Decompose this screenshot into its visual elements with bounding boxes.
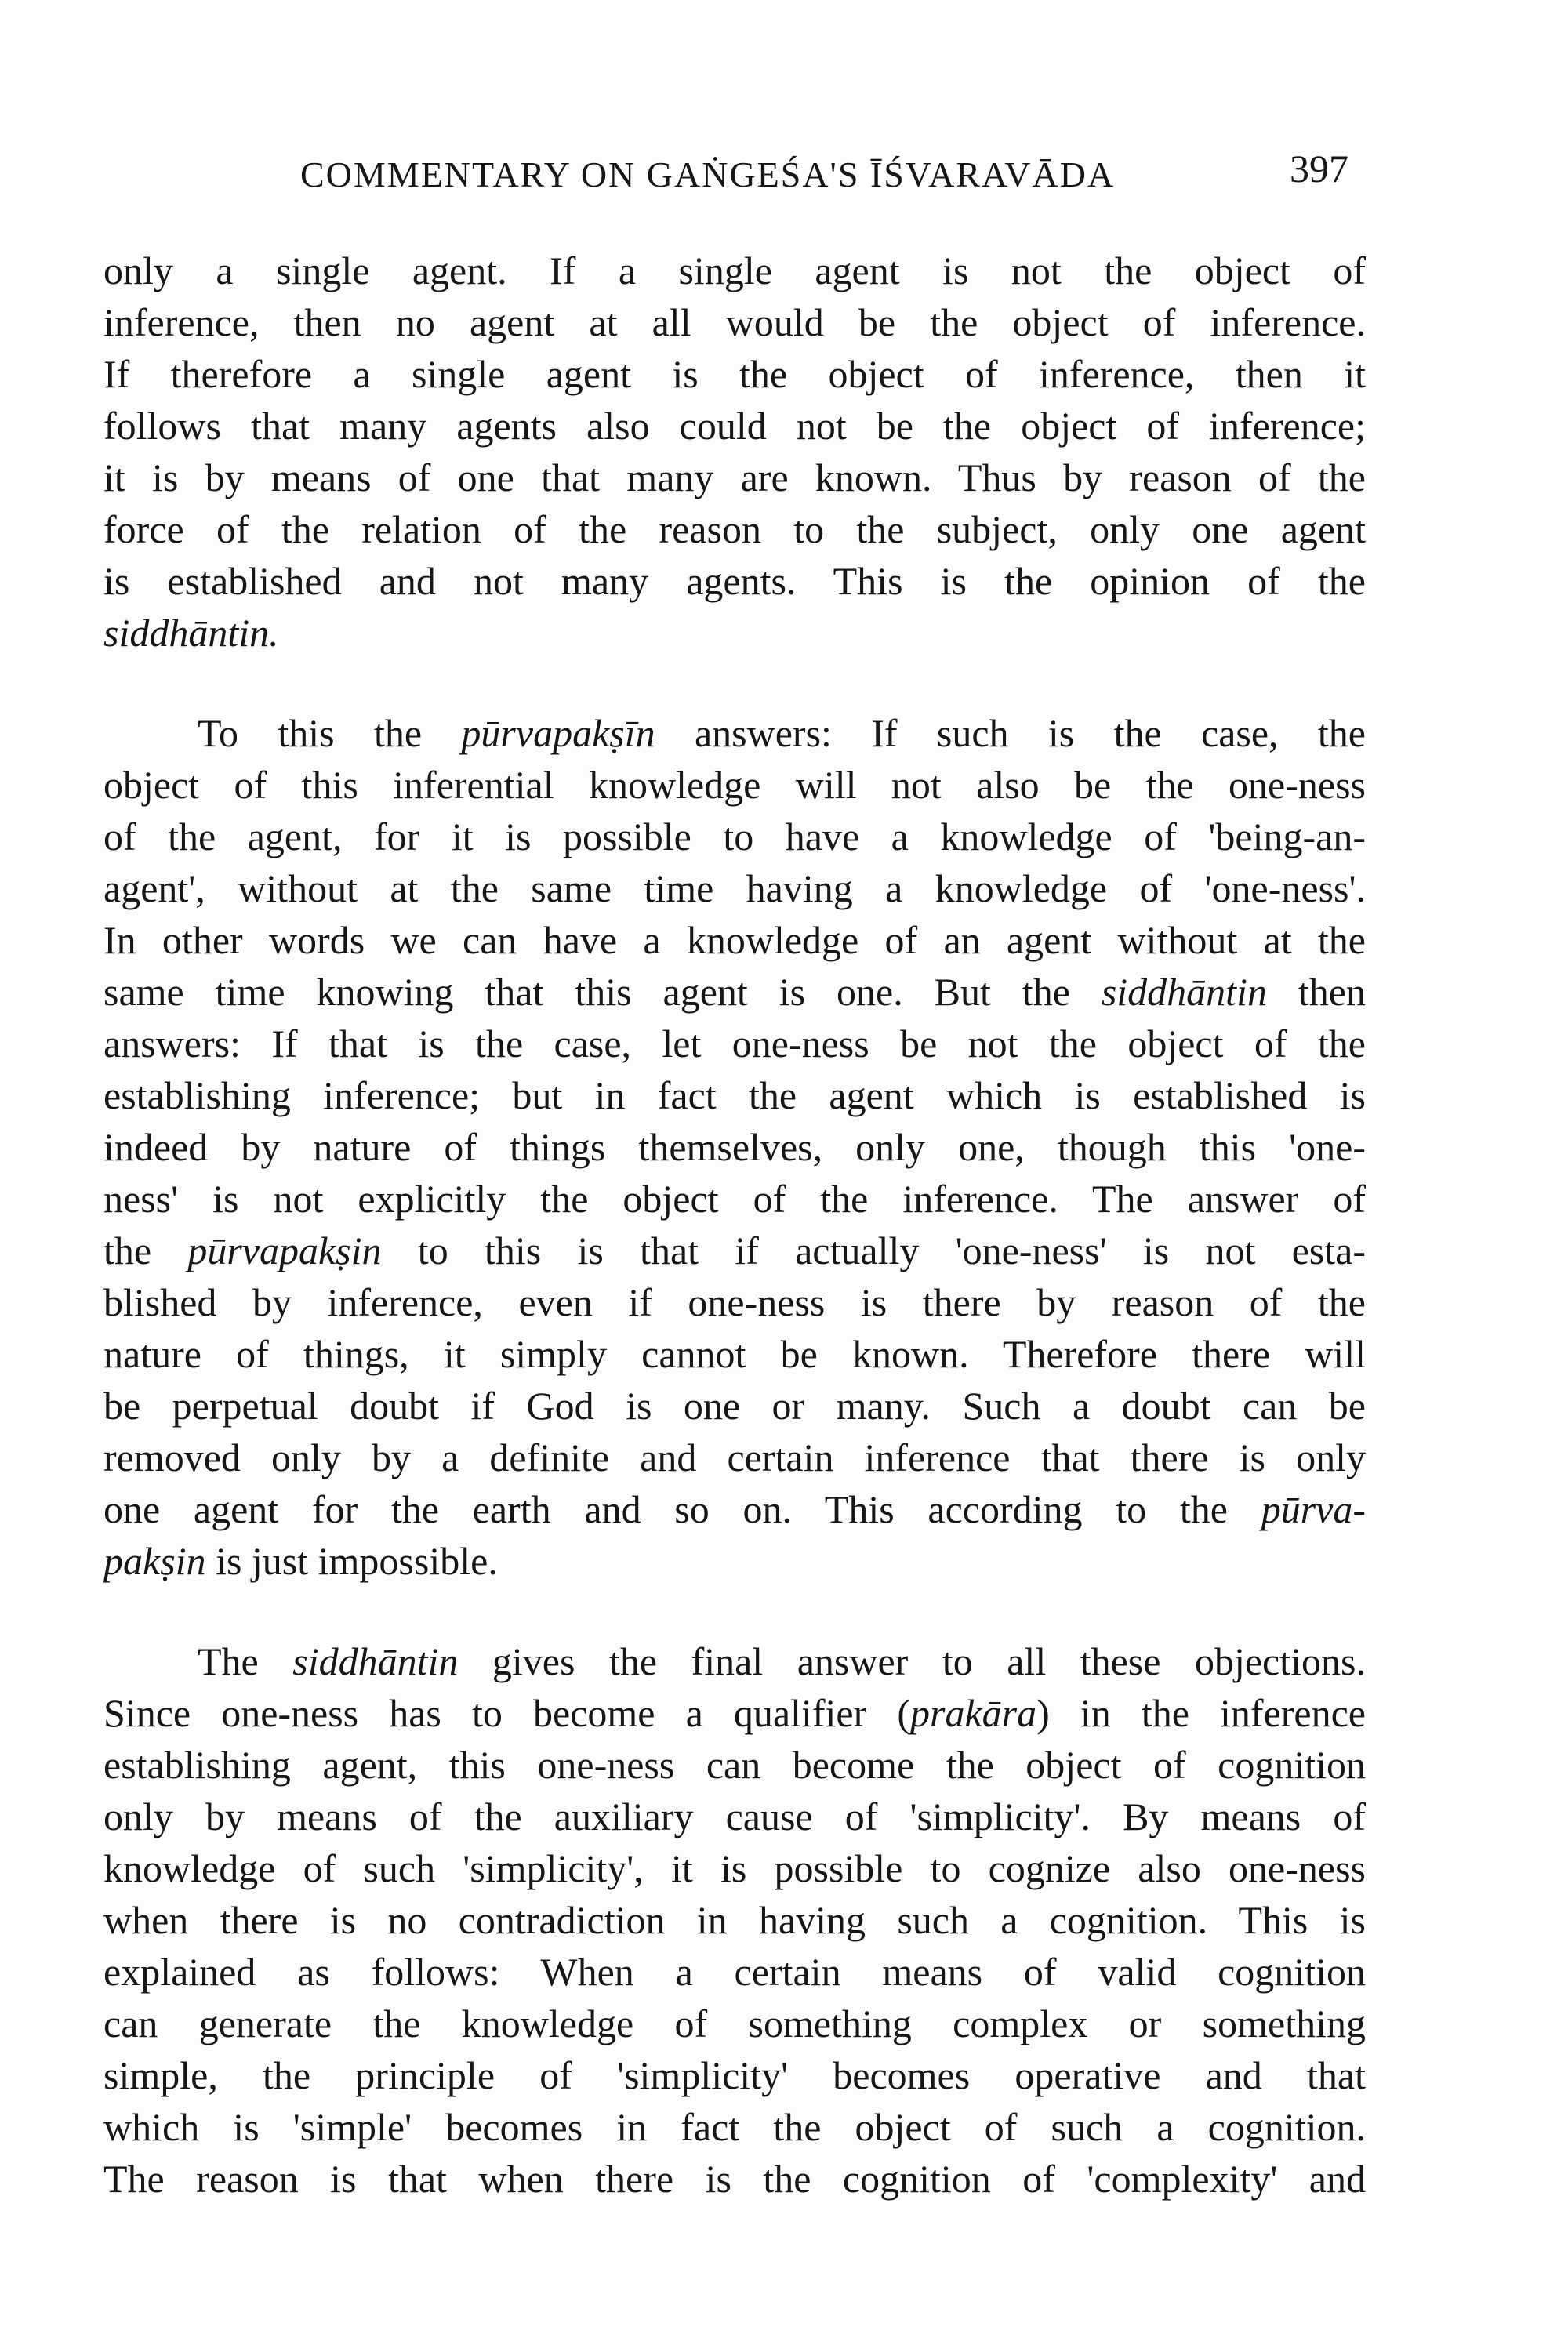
- text-line: ness' is not explicitly the object of the inference. The answer of: [103, 1177, 1366, 1221]
- body-text: [103, 245, 1366, 2205]
- text-line: it is by means of one that many are known. Thus by reason of the: [103, 456, 1366, 499]
- text-line: the pūrvapakṣin to this is that if actually 'one-ness' is not esta-: [103, 1229, 1366, 1272]
- text-line: knowledge of such 'simplicity', it is possible to cognize also one-ness: [103, 1846, 1366, 1890]
- italic-term: pakṣin: [103, 1539, 206, 1583]
- text-line: only a single agent. If a single agent is not the object of: [103, 249, 1366, 292]
- text-line: object of this inferential knowledge will not also be the one-ness: [103, 763, 1366, 807]
- text-line: To this the pūrvapakṣīn answers: If such is the case, the: [198, 711, 1366, 755]
- text-line: [103, 607, 1366, 659]
- paragraph-gap: [103, 1587, 1366, 1635]
- text-line: is established and not many agents. This is the opinion of the: [103, 559, 1366, 603]
- text-line: agent', without at the same time having a knowledge of 'one-ness'.: [103, 866, 1366, 910]
- text-line: force of the relation of the reason to the subject, only one agent: [103, 507, 1366, 551]
- italic-term: pūrva-: [1261, 1487, 1366, 1531]
- italic-term: siddhāntin: [292, 1639, 459, 1683]
- paragraph: [103, 245, 1366, 659]
- text-line: one agent for the earth and so on. This according to the pūrva-: [103, 1487, 1366, 1531]
- paragraph-gap: [103, 659, 1366, 707]
- text-line: inference, then no agent at all would be the object of inference.: [103, 300, 1366, 344]
- text-line: simple, the principle of 'simplicity' becomes operative and that: [103, 2053, 1366, 2097]
- page-number: 397: [1290, 147, 1348, 191]
- text-line: The siddhāntin gives the final answer to all these objections.: [198, 1639, 1366, 1683]
- italic-term: prakāra: [909, 1691, 1037, 1735]
- text-line: If therefore a single agent is the object of inference, then it: [103, 352, 1366, 396]
- paragraph: [103, 707, 1366, 1587]
- italic-term: siddhāntin: [1101, 970, 1267, 1014]
- text-line: Since one-ness has to become a qualifier (prakāra) in the inference: [103, 1691, 1366, 1735]
- running-head: COMMENTARY ON GAṄGEŚA'S ĪŚVARAVĀDA: [300, 154, 1116, 194]
- text-line: when there is no contradiction in having such a cognition. This is: [103, 1898, 1366, 1942]
- text-line: establishing inference; but in fact the agent which is established is: [103, 1073, 1366, 1117]
- text-line: The reason is that when there is the cognition of 'complexity' and: [103, 2157, 1366, 2201]
- text-line: indeed by nature of things themselves, only one, though this 'one-: [103, 1125, 1366, 1169]
- italic-term: pūrvapakṣin: [187, 1229, 382, 1272]
- italic-term: pūrvapakṣīn: [461, 711, 655, 755]
- text-line: same time knowing that this agent is one. But the siddhāntin then: [103, 970, 1366, 1014]
- text-line: be perpetual doubt if God is one or many. Such a doubt can be: [103, 1384, 1366, 1428]
- text-line: can generate the knowledge of something complex or something: [103, 2002, 1366, 2045]
- text-line: pakṣin is just impossible.: [103, 1539, 498, 1583]
- text-line: In other words we can have a knowledge of an agent without at the: [103, 918, 1366, 962]
- paragraph: [103, 1635, 1366, 2205]
- italic-term: siddhāntin.: [103, 611, 279, 655]
- text-line: which is 'simple' becomes in fact the object of such a cognition.: [103, 2105, 1366, 2149]
- text-line: of the agent, for it is possible to have a knowledge of 'being-an-: [103, 815, 1366, 858]
- text-line: only by means of the auxiliary cause of 'simplicity'. By means of: [103, 1795, 1366, 1838]
- text-line: blished by inference, even if one-ness is there by reason of the: [103, 1280, 1366, 1324]
- text-line: nature of things, it simply cannot be known. Therefore there will: [103, 1332, 1366, 1376]
- text-line: removed only by a definite and certain inference that there is only: [103, 1436, 1366, 1479]
- text-line: follows that many agents also could not be the object of inference;: [103, 404, 1366, 448]
- text-line: establishing agent, this one-ness can become the object of cognition: [103, 1743, 1366, 1787]
- text-line: answers: If that is the case, let one-ness be not the object of the: [103, 1022, 1366, 1065]
- text-line: explained as follows: When a certain means of valid cognition: [103, 1950, 1366, 1994]
